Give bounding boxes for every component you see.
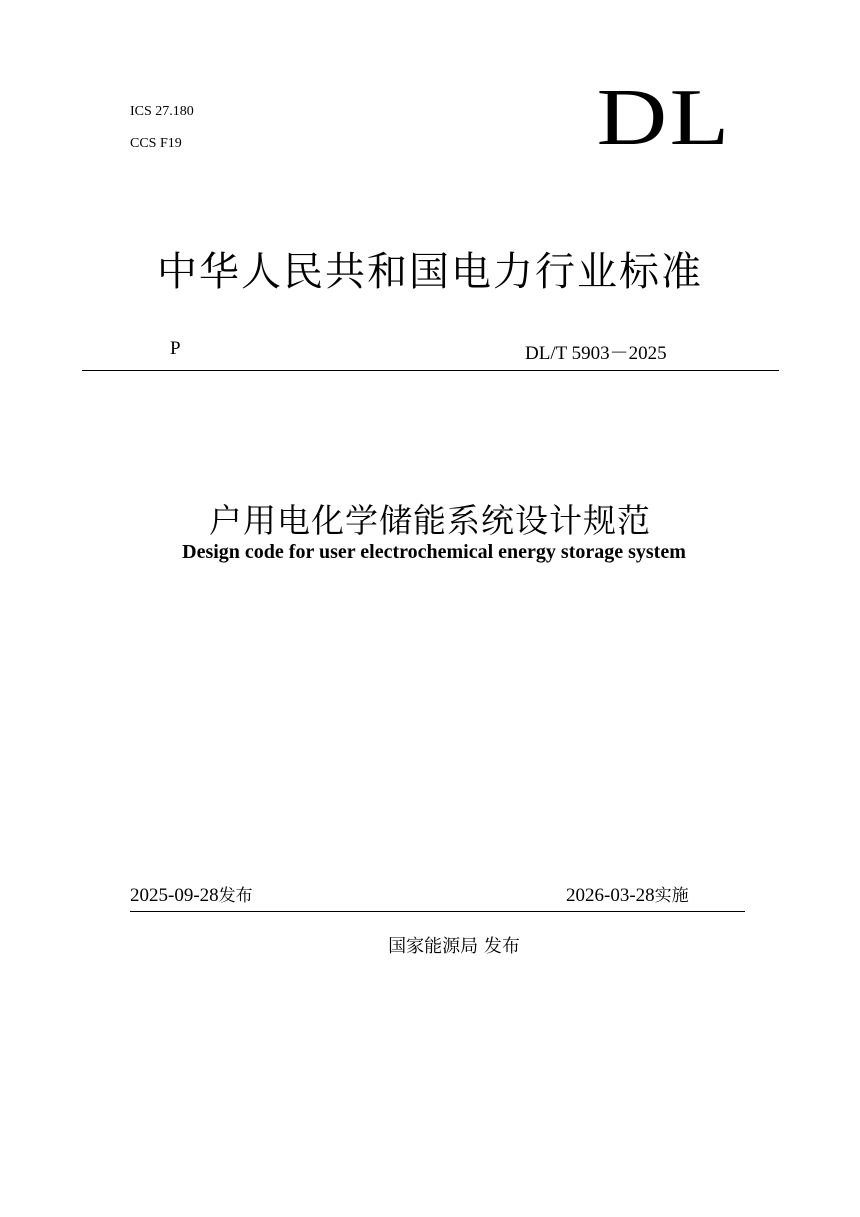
standard-title: 中华人民共和国电力行业标准 (157, 249, 703, 295)
standard-number: DL/T 5903－2025 (525, 343, 667, 364)
document-title-en: Design code for user electrochemical energy storage system (182, 541, 686, 563)
issue-label: 发布 (218, 886, 253, 906)
implementation-date-line (566, 881, 689, 907)
category-code: P (170, 338, 181, 359)
document-title-cn: 户用电化学储能系统设计规范 (209, 501, 651, 540)
bottom-divider (130, 911, 745, 912)
implementation-label: 实施 (654, 886, 689, 906)
issue-date-line (130, 881, 253, 907)
implementation-date: 2026-03-28 (566, 885, 655, 906)
ics-code: ICS 27.180 (130, 104, 194, 119)
issue-date: 2025-09-28 (130, 885, 219, 906)
top-divider (82, 370, 779, 371)
dl-logo: DL (597, 74, 732, 162)
ccs-code: CCS F19 (130, 136, 182, 151)
issuer: 国家能源局 发布 (388, 936, 520, 957)
